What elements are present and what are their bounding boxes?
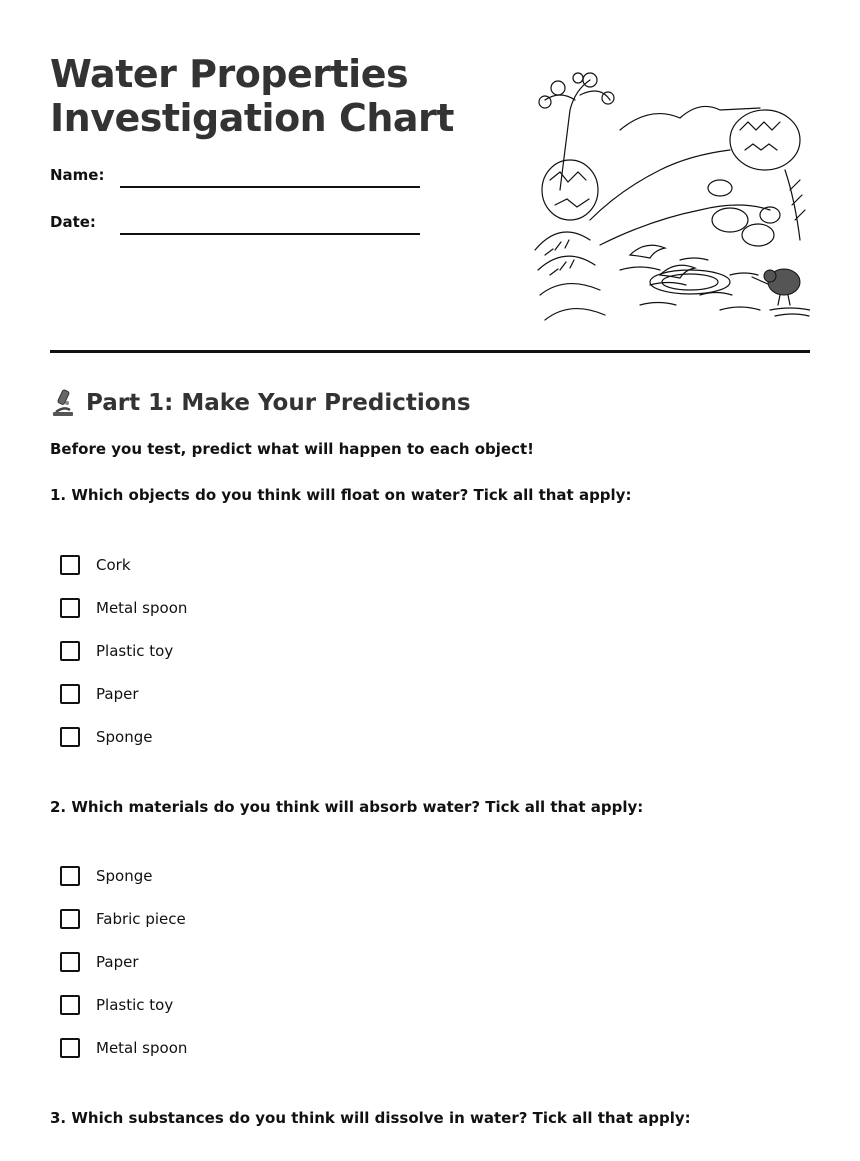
option-label: Metal spoon	[96, 1039, 188, 1057]
q2-checkbox-sponge[interactable]	[60, 866, 80, 886]
q2-option-metal-spoon[interactable]	[60, 1036, 187, 1060]
q2-option-plastic-toy[interactable]	[60, 993, 173, 1017]
q2-option-sponge[interactable]	[60, 864, 152, 888]
q1-option-cork[interactable]	[60, 553, 131, 577]
question-3: 3. Which substances do you think will dissolve in water? Tick all that apply:	[50, 1109, 691, 1127]
q1-option-sponge[interactable]	[60, 725, 152, 749]
q2-option-paper[interactable]	[60, 950, 138, 974]
part1-heading	[50, 388, 471, 418]
q2-checkbox-plastic-toy[interactable]	[60, 995, 80, 1015]
q2-checkbox-paper[interactable]	[60, 952, 80, 972]
option-label: Plastic toy	[96, 996, 174, 1014]
header-divider	[50, 350, 810, 353]
name-label: Name:	[50, 166, 105, 184]
date-field[interactable]	[50, 211, 420, 235]
title-line-2: Investigation Chart	[50, 96, 454, 140]
river-scene-illustration	[530, 70, 810, 332]
date-line[interactable]	[120, 233, 420, 235]
question-1: 1. Which objects do you think will float on water? Tick all that apply:	[50, 486, 632, 504]
option-label: Metal spoon	[96, 599, 188, 617]
option-label: Cork	[96, 556, 131, 574]
q1-option-plastic-toy[interactable]	[60, 639, 173, 663]
part1-heading-text: Part 1: Make Your Predictions	[86, 390, 471, 416]
part1-intro: Before you test, predict what will happen to each object!	[50, 440, 534, 458]
q1-option-metal-spoon[interactable]	[60, 596, 187, 620]
option-label: Plastic toy	[96, 642, 174, 660]
q2-checkbox-fabric-piece[interactable]	[60, 909, 80, 929]
option-label: Paper	[96, 685, 139, 703]
option-label: Paper	[96, 953, 139, 971]
option-label: Sponge	[96, 728, 153, 746]
option-label: Sponge	[96, 867, 153, 885]
q1-checkbox-metal-spoon[interactable]	[60, 598, 80, 618]
worksheet-page	[50, 0, 810, 1161]
date-label: Date:	[50, 213, 96, 231]
q1-checkbox-sponge[interactable]	[60, 727, 80, 747]
q2-checkbox-metal-spoon[interactable]	[60, 1038, 80, 1058]
name-field[interactable]	[50, 164, 420, 188]
worksheet-title	[50, 52, 454, 140]
q1-checkbox-paper[interactable]	[60, 684, 80, 704]
title-line-1: Water Properties	[50, 52, 409, 96]
q2-option-fabric-piece[interactable]	[60, 907, 186, 931]
name-line[interactable]	[120, 186, 420, 188]
question-2: 2. Which materials do you think will absorb water? Tick all that apply:	[50, 798, 644, 816]
q1-option-paper[interactable]	[60, 682, 138, 706]
q1-checkbox-plastic-toy[interactable]	[60, 641, 80, 661]
option-label: Fabric piece	[96, 910, 186, 928]
q1-checkbox-cork[interactable]	[60, 555, 80, 575]
microscope-icon	[50, 388, 76, 418]
